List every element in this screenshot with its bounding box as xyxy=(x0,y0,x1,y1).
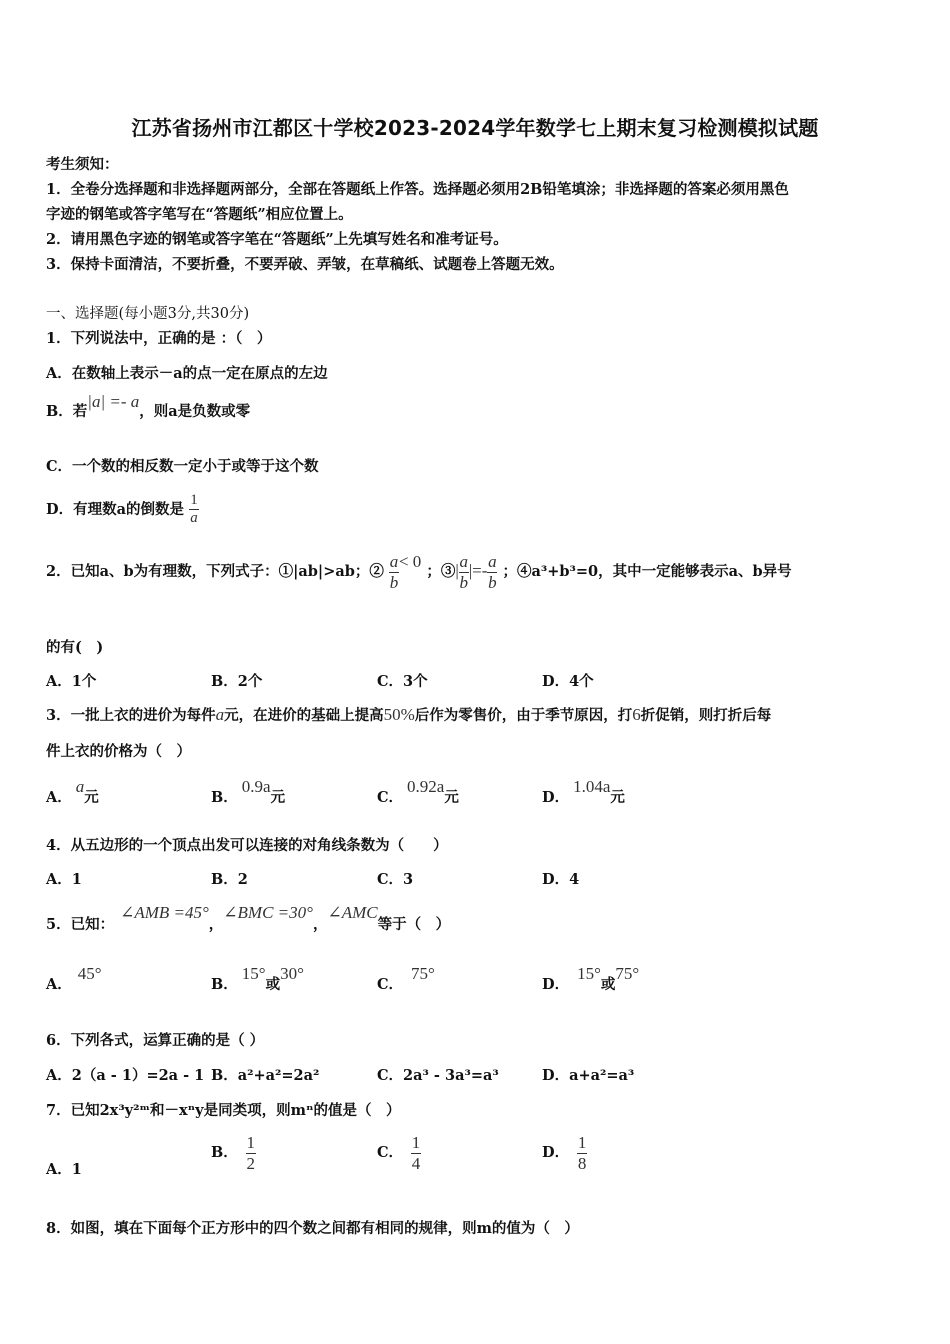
fraction-numerator: 1 xyxy=(246,1133,256,1152)
q1-option-b-label: B．若 xyxy=(46,403,88,420)
fraction-denominator: 8 xyxy=(577,1153,587,1173)
q2-stem xyxy=(46,552,792,592)
option-or: 或 xyxy=(600,976,616,993)
q1-option-b-math: |a| =- a xyxy=(87,392,140,411)
q4-option-a: A．1 xyxy=(46,871,82,888)
option-label: A． xyxy=(46,976,72,993)
option-math: 15° xyxy=(577,964,601,983)
option-unit: 元 xyxy=(84,789,99,806)
option-math: 75° xyxy=(411,964,435,983)
option-math: 1.04a xyxy=(573,777,611,796)
q4-stem: 4．从五边形的一个顶点出发可以连接的对角线条数为（ ） xyxy=(46,837,448,854)
q7-fraction-c xyxy=(411,1133,421,1173)
q7-stem: 7．已知2x³y²ᵐ和－xⁿy是同类项，则mⁿ的值是（ ） xyxy=(46,1102,401,1119)
option-label: B． xyxy=(211,976,238,993)
q3-option-a xyxy=(46,777,99,807)
q5-comma: ， xyxy=(312,916,328,933)
q6-option-a: A．2（a - 1）=2a - 1 xyxy=(46,1067,205,1084)
q3-option-d xyxy=(542,777,625,807)
q6-option-b: B．a²+a²=2a² xyxy=(211,1067,320,1084)
fraction-numerator: a xyxy=(488,552,497,571)
q5-text-post: 等于（ ） xyxy=(377,916,451,933)
fraction-denominator: 2 xyxy=(246,1153,256,1173)
q3-text-d: 折促销，则打折后每 xyxy=(640,707,772,724)
option-label: C． xyxy=(377,976,404,993)
q2-separator-2: ；④a³+b³=0，其中一定能够表示a、b异号 xyxy=(502,563,792,581)
option-math: a xyxy=(75,777,85,796)
q7-fraction-d xyxy=(577,1133,587,1173)
q5-option-c xyxy=(377,964,435,994)
q1-option-b-tail: ，则a是负数或零 xyxy=(139,403,251,420)
q2-abs-bar: | xyxy=(455,561,459,581)
q6-stem: 6．下列各式，运算正确的是（ ） xyxy=(46,1032,265,1049)
q7-option-a: A．1 xyxy=(46,1161,82,1178)
fraction-numerator: a xyxy=(389,552,399,571)
q6-option-d: D．a+a²=a³ xyxy=(542,1067,635,1084)
fraction-denominator: b xyxy=(389,572,399,592)
q3-stem-2: 件上衣的价格为（ ） xyxy=(46,743,191,760)
notice-item-1a: 1．全卷分选择题和非选择题两部分，全部在答题纸上作答。选择题必须用2B铅笔填涂；非选择题的答案必须用黑色 xyxy=(46,181,789,198)
q3-option-c xyxy=(377,777,459,807)
option-math: 15° xyxy=(241,964,266,983)
notice-item-3: 3．保持卡面清洁，不要折叠，不要弄破、弄皱，在草稿纸、试题卷上答题无效。 xyxy=(46,256,564,273)
fraction-denominator: a xyxy=(190,510,198,527)
q7-option-d xyxy=(542,1133,587,1173)
q5-angle-amb: ∠AMB =45° xyxy=(120,903,209,922)
page-title: 江苏省扬州市江都区十学校2023-2024学年数学七上期末复习检测模拟试题 xyxy=(131,116,819,140)
q2-option-c: C．3个 xyxy=(377,673,428,690)
fraction-numerator: 1 xyxy=(577,1133,587,1152)
q5-comma: ， xyxy=(208,916,224,933)
notice-item-1b: 字迹的钢笔或答字笔写在“答题纸”相应位置上。 xyxy=(46,206,353,223)
q3-percent: 50% xyxy=(383,705,415,724)
q2-equals-neg: |=- xyxy=(468,561,488,581)
option-unit: 元 xyxy=(270,789,286,806)
q5-option-d xyxy=(542,964,640,994)
q3-text-b: 元，在进价的基础上提高 xyxy=(224,707,384,724)
q3-option-b xyxy=(211,777,286,807)
q1-option-d xyxy=(46,492,199,528)
option-math: 0.92a xyxy=(407,777,445,796)
q7-fraction-b xyxy=(246,1133,256,1173)
q7-option-c xyxy=(377,1133,421,1173)
q5-option-a xyxy=(46,964,102,994)
q2-option-d: D．4个 xyxy=(542,673,594,690)
q4-option-c: C．3 xyxy=(377,871,414,888)
q1-option-d-fraction xyxy=(189,492,199,528)
option-label: D． xyxy=(542,789,570,806)
q3-text-c: 后作为零售价，由于季节原因，打 xyxy=(414,707,633,724)
q2-fraction-2 xyxy=(459,552,469,592)
q2-option-a: A．1个 xyxy=(46,673,97,690)
q2-option-b: B．2个 xyxy=(211,673,263,690)
option-unit: 元 xyxy=(610,789,625,806)
q1-option-d-label: D．有理数a的倒数是 xyxy=(46,500,184,518)
q5-text-pre: 5．已知： xyxy=(46,916,115,933)
option-label: D． xyxy=(542,976,570,993)
q1-option-b xyxy=(46,392,251,421)
q2-less-than-zero: < 0 xyxy=(398,552,422,572)
fraction-denominator: b xyxy=(488,572,497,592)
q1-option-c: C．一个数的相反数一定小于或等于这个数 xyxy=(46,458,319,475)
option-unit: 元 xyxy=(444,789,459,806)
fraction-numerator: 1 xyxy=(411,1133,421,1152)
option-label: A． xyxy=(46,789,72,806)
option-math: 30° xyxy=(280,964,304,983)
q7-option-b xyxy=(211,1133,256,1173)
q6-option-c: C．2a³ - 3a³=a³ xyxy=(377,1067,499,1084)
q8-stem: 8．如图，填在下面每个正方形中的四个数之间都有相同的规律，则m的值为（ ） xyxy=(46,1220,579,1237)
q2-stem-text: 2．已知a、b为有理数，下列式子：①|ab|>ab；② xyxy=(46,563,384,581)
notice-item-2: 2．请用黑色字迹的钢笔或答字笔在“答题纸”上先填写姓名和准考证号。 xyxy=(46,231,508,248)
option-label: C． xyxy=(377,789,404,806)
q3-stem xyxy=(46,704,771,725)
q3-text-a: 3．一批上衣的进价为每件 xyxy=(46,707,216,724)
option-label: C． xyxy=(377,1144,404,1162)
notice-heading: 考生须知： xyxy=(46,156,119,173)
q3-discount: 6 xyxy=(632,705,641,724)
option-math: 45° xyxy=(77,964,102,983)
fraction-numerator: a xyxy=(459,552,469,571)
section-heading: 一、选择题(每小题3分,共30分) xyxy=(46,306,250,322)
q4-option-d: D．4 xyxy=(542,871,580,888)
q2-stem-2: 的有( ) xyxy=(46,639,104,656)
option-label: B． xyxy=(211,1144,238,1162)
option-label: D． xyxy=(542,1144,570,1162)
q5-angle-amc: ∠AMC xyxy=(327,903,378,922)
fraction-denominator: b xyxy=(459,572,469,592)
option-label: B． xyxy=(211,789,238,806)
q4-option-b: B．2 xyxy=(211,871,248,888)
q1-option-a: A．在数轴上表示－a的点一定在原点的左边 xyxy=(46,365,328,382)
option-math: 75° xyxy=(615,964,640,983)
fraction-numerator: 1 xyxy=(190,492,198,508)
q5-stem xyxy=(46,903,451,934)
option-math: 0.9a xyxy=(241,777,271,796)
fraction-denominator: 4 xyxy=(411,1153,421,1173)
q5-option-b xyxy=(211,964,304,994)
option-or: 或 xyxy=(265,976,281,993)
q3-var-a: a xyxy=(215,705,225,724)
q2-fraction-1 xyxy=(389,552,399,592)
q1-stem: 1．下列说法中，正确的是 ：（ ） xyxy=(46,330,272,347)
q5-angle-bmc: ∠BMC =30° xyxy=(223,903,313,922)
q2-separator-1: ；③ xyxy=(426,563,456,581)
q2-fraction-3 xyxy=(487,552,497,592)
